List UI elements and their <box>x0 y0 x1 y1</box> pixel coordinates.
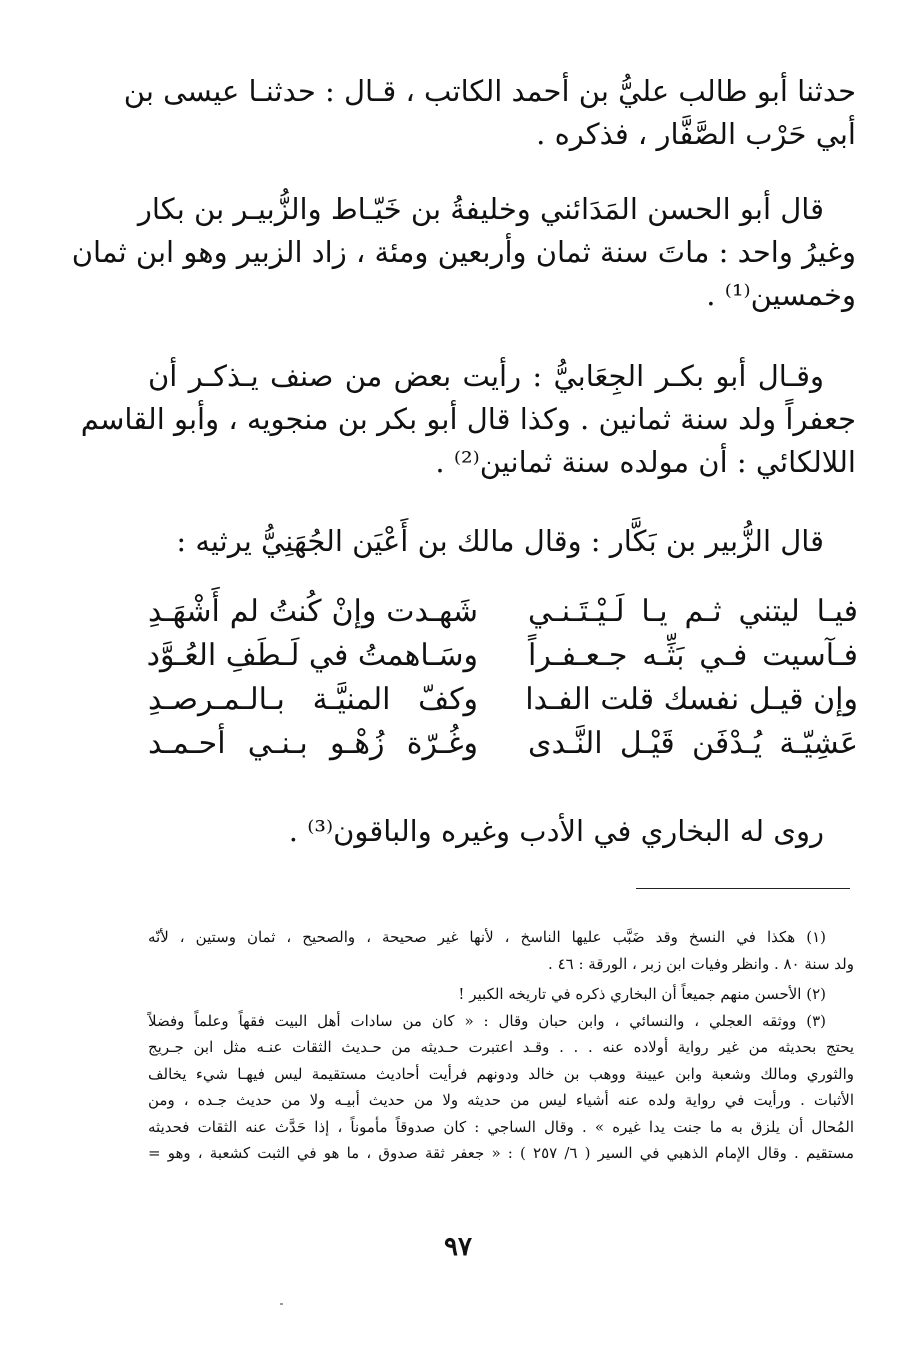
text-line: قال أبو الحسن المَدَائني وخليفةُ بن خَيّـاط والزُّبيـر بن بكار <box>137 192 824 226</box>
footnote-line: ولد سنة ٨٠ . وانظر وفيات ابن زبر ، الورقة : ٤٦ . <box>548 954 854 973</box>
footnote-2 <box>148 981 854 1008</box>
paragraph-4 <box>148 520 856 563</box>
text-line: أبي حَرْب الصَّفَّار ، فذكره . <box>536 117 856 151</box>
poem-intro-line: قال الزُّبير بن بَكَّار : وقال مالك بن أَعْيَن الجُهَنِيُّ يرثيه : <box>176 524 824 558</box>
footnote-line: الأثبات . ورأيت في رواية ولده عنه أشياء ليس من حديثه ولا من حديث أبيـه ولا من حديث جـده ، ومن <box>148 1091 854 1109</box>
closing-paragraph <box>148 810 856 853</box>
second-hemistich: شَهـدت وإنْ كُنتُ لم أَشْهَـدِ <box>148 594 478 629</box>
poem-verse <box>148 590 858 634</box>
page-number: ٩٧ <box>444 1232 472 1262</box>
text-line: جعفراً ولد سنة ثمانين . وكذا قال أبو بكر بن منجويه ، وأبو القاسم <box>80 402 856 436</box>
paragraph-1 <box>123 70 856 156</box>
footnote-line: والثوري ومالك وشعبة وابن عيينة ووهب بن خالد ودونهم فرأيت أحاديث مستقيمة ليس فيهـا شيء يخالف <box>148 1064 854 1083</box>
paragraph-3 <box>80 355 856 484</box>
second-hemistich: وغُـرّة زُهْـو بـنـي أحـمـد <box>148 726 478 761</box>
text-line: وغيرُ واحد : ماتَ سنة ثمان وأربعين ومئة ، زاد الزبير وهو ابن ثمان <box>71 235 856 269</box>
scan-speck <box>280 1303 283 1305</box>
text-line: وخمسين⁽¹⁾ . <box>706 278 856 312</box>
text-line: اللالكائي : أن مولده سنة ثمانين⁽²⁾ . <box>435 445 856 479</box>
text-line: روى له البخاري في الأدب وغيره والباقون⁽³⁾ . <box>288 814 824 848</box>
poem-verse <box>148 634 858 678</box>
footnote-3 <box>148 1008 854 1167</box>
text-line: وقـال أبو بكـر الجِعَابيُّ : رأيت بعض من صنف يـذكـر أن <box>148 359 824 393</box>
first-hemistich: وإن قيـل نفسك قلت الفـدا <box>525 682 858 717</box>
first-hemistich: عَشِيّـة يُـدْفَن قَيْـل النَّـدى <box>528 726 858 761</box>
footnote-line: يحتج بحديثه من غير رواية أولاده عنه . . . وقـد اعتبرت حـديثه من حـديث الثقات عنـه مثل ابن جـريج <box>148 1038 854 1056</box>
elegy-poem <box>148 590 858 766</box>
second-hemistich: وكفّ المنيَّـة بـالـمـرصـدِ <box>148 682 478 717</box>
poem-verse <box>148 678 858 722</box>
footnote-line: (٣) ووثقه العجلي ، والنسائي ، وابن حبان وقال : « كان من سادات أهل البيت فقهاً وعلماً وفضلاً <box>148 1011 826 1030</box>
footnote-line: المُحال أن يلزق به ما جنت يدا غيره » . وقال الساجي : كان صدوقاً مأموناً ، إذا حَدَّث عنه الثقات فحديثه <box>148 1117 854 1136</box>
poem-verse <box>148 722 858 766</box>
first-hemistich: فـآسيت فـي بَثِّـه جـعـفـراً <box>528 638 858 673</box>
paragraph-2 <box>71 188 856 317</box>
second-hemistich: وسَـاهمتُ في لَـطَفِ العُـوَّد <box>146 638 478 673</box>
footnote-line: (١) هكذا في النسخ وقد ضَبَّب عليها الناسخ ، لأنها غير صحيحة ، والصحيح ، ثمان وستين ، لأنّه <box>148 928 826 946</box>
footnote-line: (٢) الأحسن منهم جميعاً أن البخاري ذكره في تاريخه الكبير ! <box>458 985 826 1003</box>
first-hemistich: فيـا ليتني ثـم يـا لَـيْـتَـنـي <box>528 594 858 629</box>
text-line: حدثنا أبو طالب عليُّ بن أحمد الكاتب ، قـال : حدثنـا عيسى بن <box>123 74 856 108</box>
footnote-line: مستقيم . وقال الإمام الذهبي في السير ( ٦/ ٢٥٧ ) : « جعفر ثقة صدوق ، ما هو في الثبت كشعبة ، وهو = <box>148 1144 855 1162</box>
footnote-divider <box>636 888 850 889</box>
footnote-1 <box>148 924 854 977</box>
footnotes <box>148 924 854 1167</box>
